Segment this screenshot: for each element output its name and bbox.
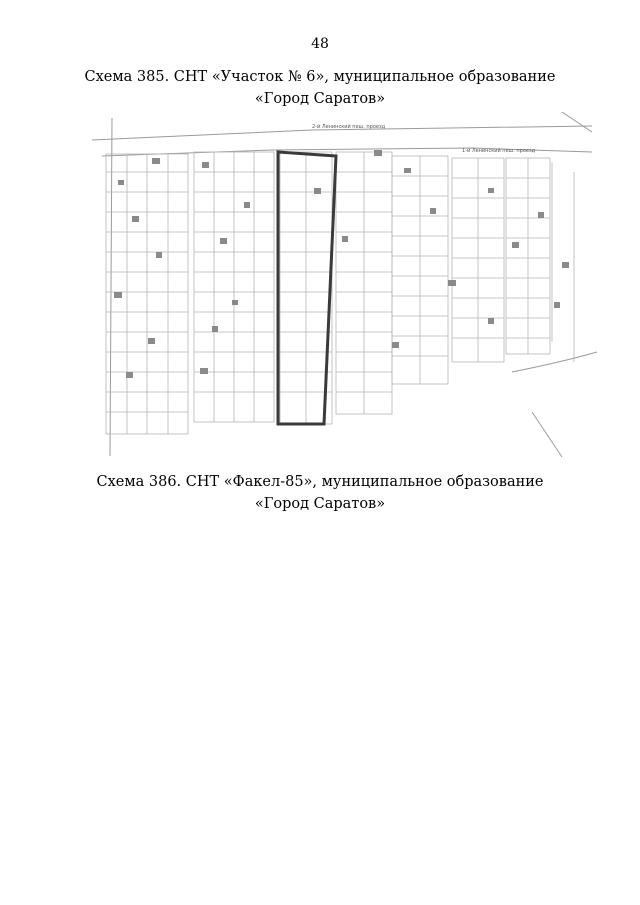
- scheme-385-caption: Схема 385. СНТ «Участок № 6», муниципальное образование «Город Саратов»: [84, 69, 556, 107]
- scheme-386-caption: Схема 386. СНТ «Факел-85», муниципальное образование «Город Саратов»: [96, 474, 544, 512]
- road-label-north: 2-й Ленинский пеш. проезд: [312, 124, 386, 130]
- plot-grid: [106, 152, 574, 434]
- page-number: 48: [311, 36, 329, 52]
- scheme-385-map: [92, 112, 602, 460]
- boundary-snt: [278, 152, 336, 424]
- buildings: [114, 150, 569, 378]
- road-label-south: 1-й Ленинский пеш. проезд: [462, 148, 536, 154]
